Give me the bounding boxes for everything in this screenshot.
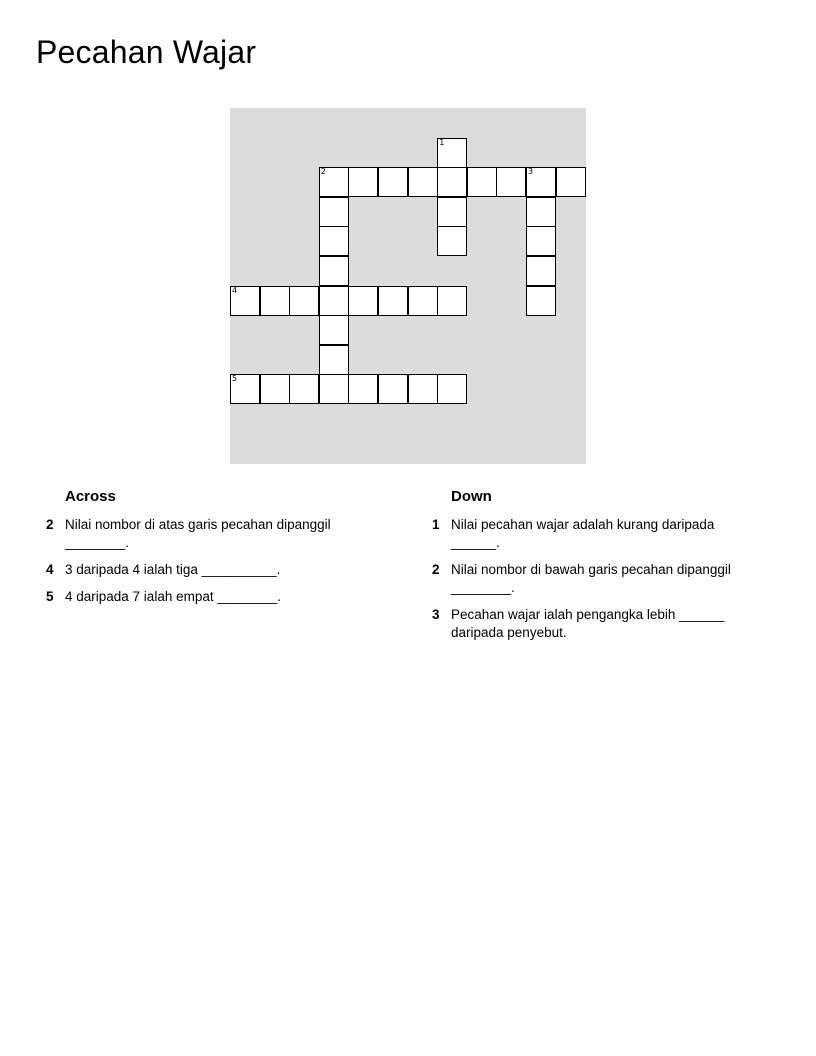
clue-number: 2 <box>46 517 54 532</box>
clue-across-4 <box>46 561 366 579</box>
clue-down-1 <box>432 516 752 552</box>
clue-across-2 <box>46 516 366 552</box>
crossword-cell[interactable] <box>437 286 467 316</box>
crossword-cell[interactable] <box>319 256 349 286</box>
crossword-cell[interactable] <box>408 167 438 197</box>
page-title: Pecahan Wajar <box>36 34 257 70</box>
crossword-cell[interactable] <box>319 345 349 375</box>
crossword-cell[interactable] <box>348 286 378 316</box>
crossword-cell[interactable] <box>526 226 556 256</box>
crossword-cell[interactable] <box>467 167 497 197</box>
crossword-cell[interactable] <box>526 167 556 197</box>
clue-number: 1 <box>432 517 440 532</box>
crossword-grid <box>230 108 586 464</box>
crossword-cell[interactable] <box>378 167 408 197</box>
crossword-cell[interactable] <box>260 286 290 316</box>
crossword-cell[interactable] <box>437 138 467 168</box>
clue-across-5 <box>46 588 366 606</box>
clue-text: Nilai nombor di bawah garis pecahan dipanggil ________. <box>451 562 731 595</box>
crossword-cell[interactable] <box>496 167 526 197</box>
clue-down-2 <box>432 561 752 597</box>
crossword-cell[interactable] <box>408 286 438 316</box>
clue-number: 3 <box>432 607 440 622</box>
down-heading: Down <box>451 488 492 505</box>
crossword-cell[interactable] <box>230 374 260 404</box>
crossword-cell[interactable] <box>319 374 349 404</box>
crossword-cell[interactable] <box>526 286 556 316</box>
crossword-cell[interactable] <box>526 197 556 227</box>
clue-text: 4 daripada 7 ialah empat ________. <box>65 589 282 604</box>
across-clues <box>46 488 366 615</box>
crossword-cell[interactable] <box>378 286 408 316</box>
down-clues <box>432 488 752 651</box>
crossword-cell[interactable] <box>289 286 319 316</box>
cell-number: 5 <box>232 374 238 384</box>
crossword-cell[interactable] <box>437 226 467 256</box>
crossword-cell[interactable] <box>408 374 438 404</box>
clue-text: Pecahan wajar ialah pengangka lebih ______ daripada penyebut. <box>451 607 725 640</box>
crossword-cell[interactable] <box>319 315 349 345</box>
crossword-cell[interactable] <box>319 226 349 256</box>
clue-text: Nilai pecahan wajar adalah kurang daripada ______. <box>451 517 715 550</box>
clue-down-3 <box>432 606 752 642</box>
crossword-cell[interactable] <box>319 197 349 227</box>
across-heading: Across <box>65 488 116 505</box>
cell-number: 2 <box>320 167 326 177</box>
cell-number: 1 <box>439 137 445 147</box>
crossword-cell[interactable] <box>437 197 467 227</box>
crossword-cell[interactable] <box>319 167 349 197</box>
clue-number: 4 <box>46 562 54 577</box>
crossword-cell[interactable] <box>289 374 319 404</box>
clue-text: Nilai nombor di atas garis pecahan dipanggil ________. <box>65 517 331 550</box>
cell-number: 3 <box>528 167 534 177</box>
crossword-cell[interactable] <box>348 167 378 197</box>
crossword-cell[interactable] <box>378 374 408 404</box>
crossword-cell[interactable] <box>437 374 467 404</box>
crossword-cell[interactable] <box>319 286 349 316</box>
crossword-cell[interactable] <box>348 374 378 404</box>
clue-number: 5 <box>46 589 54 604</box>
crossword-cell[interactable] <box>556 167 586 197</box>
crossword-cell[interactable] <box>437 167 467 197</box>
crossword-cell[interactable] <box>230 286 260 316</box>
crossword-cell[interactable] <box>526 256 556 286</box>
clue-number: 2 <box>432 562 440 577</box>
cell-number: 4 <box>232 285 238 295</box>
clue-text: 3 daripada 4 ialah tiga __________. <box>65 562 281 577</box>
crossword-cell[interactable] <box>260 374 290 404</box>
